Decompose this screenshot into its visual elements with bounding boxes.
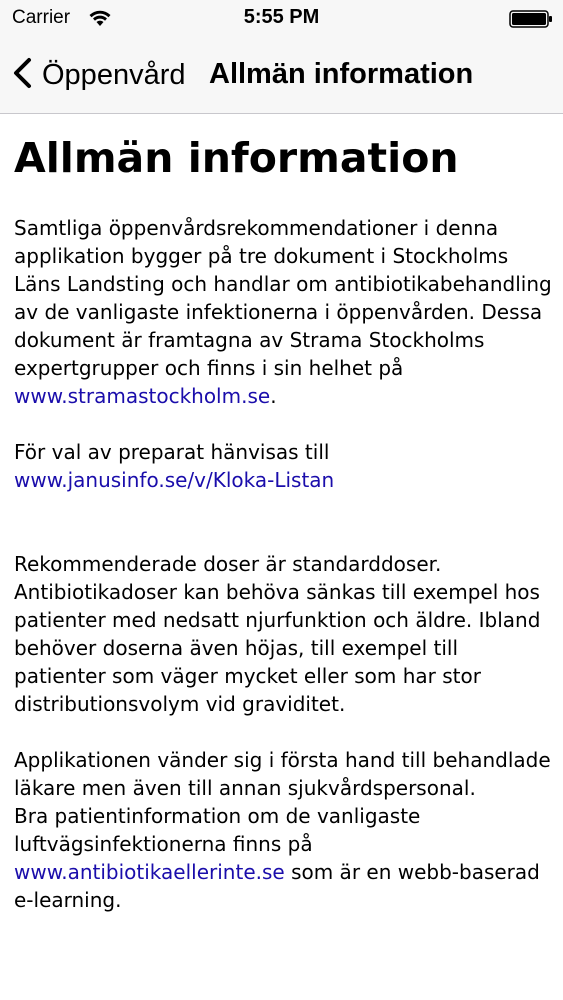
patient-info-end: som är en webb-baserad e-learning.	[14, 860, 540, 912]
intro-text: Samtliga öppenvårdsrekommendationer i denna applikation bygger på tre dokument i Stockholms Läns Landsting och handlar om antibiotikabehandling av de vanligaste infektionerna i öppenvården. Dessa dokument är framtagna av Strama Stockholms expertgrupper och finns i sin helhet på	[14, 216, 552, 380]
janusinfo-link[interactable]: www.janusinfo.se/v/Kloka-Listan	[14, 468, 335, 492]
back-button[interactable]	[12, 54, 186, 96]
back-label: Öppenvård	[42, 58, 186, 91]
navigation-bar	[0, 36, 563, 114]
page-title: Allmän information	[14, 134, 459, 182]
content-area	[14, 114, 554, 914]
chevron-left-icon	[12, 57, 32, 93]
intro-paragraph	[14, 214, 554, 410]
carrier-label: Carrier	[12, 7, 71, 28]
intro-end: .	[270, 384, 277, 408]
audience-paragraph	[14, 746, 554, 914]
antibiotika-link[interactable]: www.antibiotikaellerinte.se	[14, 860, 285, 884]
status-time: 5:55 PM	[243, 6, 320, 28]
doses-paragraph: Rekommenderade doser är standarddoser. Antibiotikadoser kan behöva sänkas till exempel hos patienter med nedsatt njurfunktion och äldre. Ibland behöver doserna även höjas, till exempel till patienter som väger mycket eller som har stor distributionsvolym vid graviditet.	[14, 552, 541, 716]
status-bar	[0, 0, 563, 36]
audience-text: Applikationen vänder sig i första hand till behandlade läkare men även till annan sjukvårdspersonal.	[14, 748, 551, 800]
preparat-paragraph	[14, 438, 554, 494]
preparat-text: För val av preparat hänvisas till	[14, 440, 330, 464]
patient-info-text: Bra patientinformation om de vanligaste luftvägsinfektionerna finns på	[14, 804, 421, 856]
battery-icon	[509, 10, 553, 32]
strama-link[interactable]: www.stramastockholm.se	[14, 384, 271, 408]
nav-title: Allmän information	[209, 58, 474, 90]
